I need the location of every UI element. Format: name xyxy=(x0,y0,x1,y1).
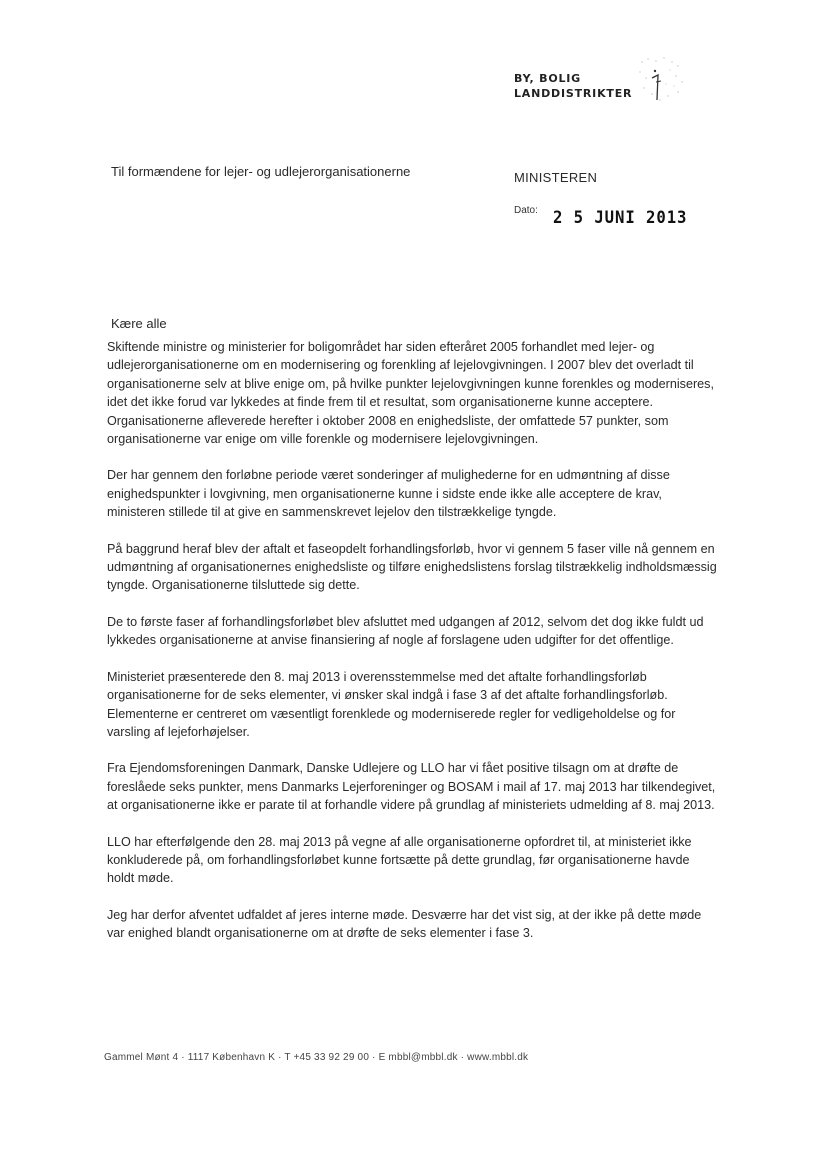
body-paragraph: Der har gennem den forløbne periode været sonderinger af mulighederne for en udmøntning af disse enighedspunkter i lovgivning, men organisationerne kunne i sidste ende ikke alle acceptere de krav, ministeren stillede til at give en sammenskrevet lejelov den tilstrækkelige tyngde. xyxy=(107,468,670,520)
body-paragraph: Jeg har derfor afventet udfaldet af jeres interne møde. Desværre har det vist sig, at der ikke på dette møde var enighed blandt organisationerne om at drøfte de seks elementer i fase 3. xyxy=(107,907,702,941)
body-paragraph: De to første faser af forhandlingsforløbet blev afsluttet med udgangen af 2012, selvom det dog ikke fuldt ud lykkedes organisationerne at anvise finansiering af nogle af forslagene uden udgifter for det offentlige. xyxy=(107,614,704,648)
body-paragraph: Ministeriet præsenterede den 8. maj 2013 i overensstemmelse med det aftalte forhandlingsforløb organisationerne for de seks elementer, vi ønsker skal indgå i fase 3 af det aftalte forhandlingsforløb. Elementerne er centreret om væsentligt forenklede og moderniserede regler for vedligeholdelse og for varsling af lejeforhøjelser. xyxy=(107,669,676,739)
salutation: Kære alle xyxy=(111,316,167,331)
footer-contact: Gammel Mønt 4 · 1117 København K · T +45 33 92 29 00 · E mbbl@mbbl.dk · www.mbbl.dk xyxy=(104,1052,529,1063)
ministry-emblem-icon xyxy=(632,52,688,108)
date-stamp: 2 5 JUNI 2013 xyxy=(553,208,688,228)
sender-title: MINISTEREN xyxy=(514,170,598,185)
letterhead-line-1: BY, BOLIG xyxy=(514,72,582,85)
date-label: Dato: xyxy=(514,205,538,216)
body-paragraph: LLO har efterfølgende den 28. maj 2013 på vegne af alle organisationerne opfordret til, at ministeriet ikke konkluderede på, om forhandlingsforløbet kunne fortsætte på dette grundlag, før organisationerne havde holdt møde. xyxy=(107,834,692,886)
body-paragraph: På baggrund heraf blev der aftalt et faseopdelt forhandlingsforløb, hvor vi gennem 5 faser ville nå gennem en udmøntning af organisationernes enighedsliste og tilføre enighedslistens forslag tilstrækkelig indholdsmæssig tyngde. Organisationerne tilsluttede sig dette. xyxy=(107,541,717,593)
letter-body xyxy=(107,338,719,961)
body-paragraph: Skiftende ministre og ministerier for boligområdet har siden efteråret 2005 forhandlet med lejer- og udlejerorganisationerne om en modernisering og forenkling af lejelovgivningen. I 2007 blev det overladt til organisationerne selv at blive enige om, på hvilke punkter lejelovgivningen kunne forenkles og moderniseres, idet det ikke forud var lykkedes at finde frem til et resultat, som organisationerne kunne acceptere. Organisationerne afleverede herefter i oktober 2008 en enighedsliste, der omfattede 57 punkter, som organisationerne var enige om ville forenkle og modernisere lejelovgivningen. xyxy=(107,340,714,447)
letterhead-line-2: LANDDISTRIKTER xyxy=(514,87,633,100)
recipient-line: Til formændene for lejer- og udlejerorganisationerne xyxy=(111,164,411,179)
body-paragraph: Fra Ejendomsforeningen Danmark, Danske Udlejere og LLO har vi fået positive tilsagn om at drøfte de foreslåede seks punkter, mens Danmarks Lejerforeninger og BOSAM i mail af 17. maj 2013 har tilkendegivet, at organisationerne ikke er parate til at forhandle videre på grundlag af ministeriets udmelding af 8. maj 2013. xyxy=(107,761,716,813)
ministry-letterhead xyxy=(514,71,632,101)
